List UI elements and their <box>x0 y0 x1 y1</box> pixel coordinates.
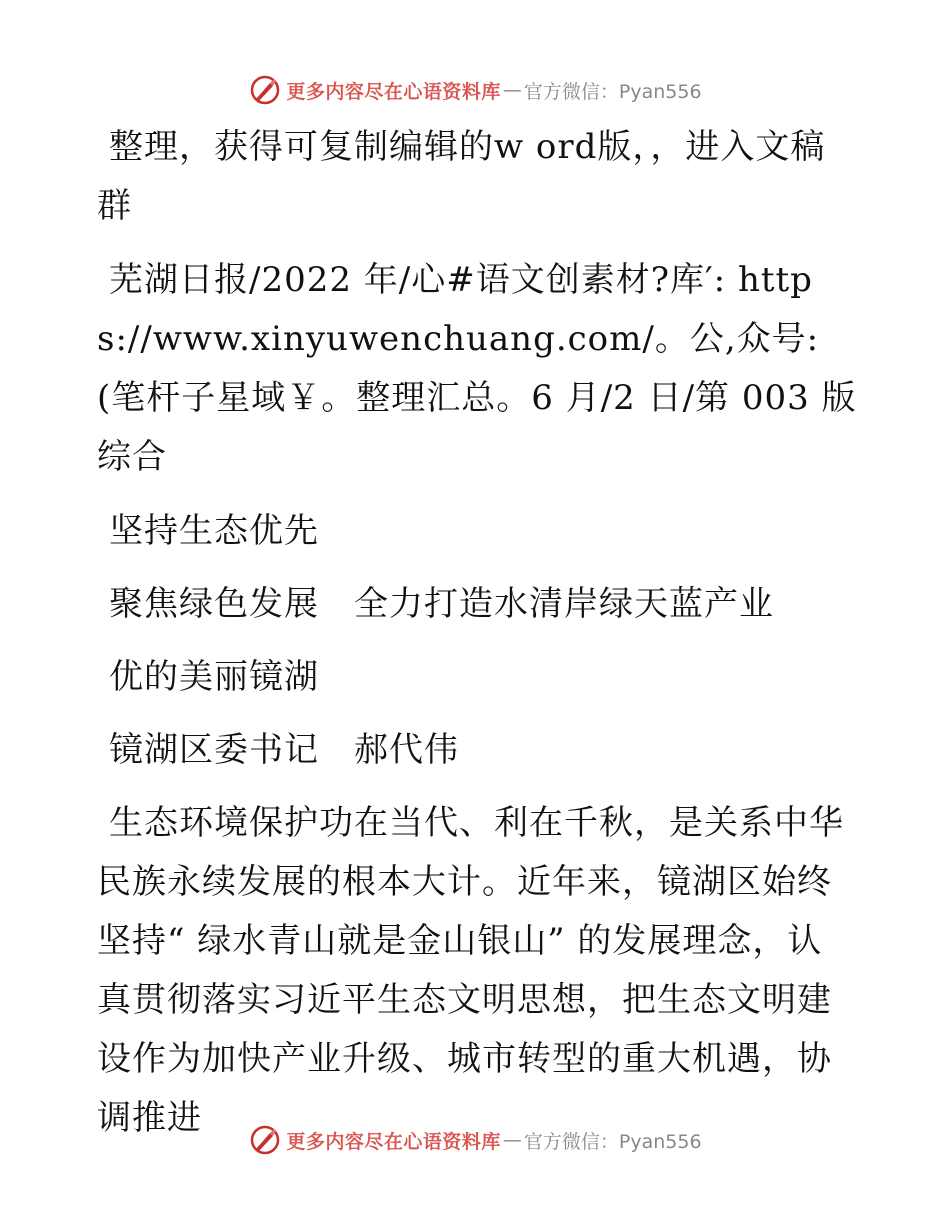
footer-watermark-banner <box>0 1120 950 1160</box>
watermark-contact-text: 官方微信：Pyan556 <box>523 1130 702 1153</box>
author-line: 镜湖区委书记 郝代伟 <box>109 730 459 770</box>
headline-line-3: 优的美丽镜湖 <box>109 657 319 697</box>
watermark-main-text: 更多内容尽在心语资料库 <box>286 1130 501 1153</box>
watermark-main-text: 更多内容尽在心语资料库 <box>286 80 501 103</box>
headline-line-1: 坚持生态优先 <box>109 511 319 551</box>
paragraph-body: 生态环境保护功在当代、利在千秋，是关系中华民族永续发展的根本大计。近年来，镜湖区始终坚持“ 绿水青山就是金山银山” 的发展理念，认真贯彻落实习近平生态文明思想，把生态文明建设作为加快产业升级、城市转型的重大机遇，协调推进 <box>97 803 844 1138</box>
paragraph-source: 芜湖日报/2022 年/心#语文创素材?库′: https://www.xinyuwenchuang.com/。公,众号: (笔杆子星域￥。整理汇总。6 月/2 日/第 003 版综合 <box>97 260 857 477</box>
headline-line-2: 聚焦绿色发展 全力打造水清岸绿天蓝产业 <box>109 584 774 624</box>
document-body <box>97 118 857 1163</box>
watermark-separator: — <box>502 79 522 101</box>
pen-logo-icon <box>248 1123 282 1157</box>
paragraph-intro: 整理，获得可复制编辑的w ord版，，进入文稿群 <box>97 127 826 226</box>
pen-logo-icon <box>248 73 282 107</box>
watermark-contact-text: 官方微信：Pyan556 <box>523 80 702 103</box>
header-watermark-banner <box>0 70 950 110</box>
watermark-separator: — <box>502 1129 522 1151</box>
